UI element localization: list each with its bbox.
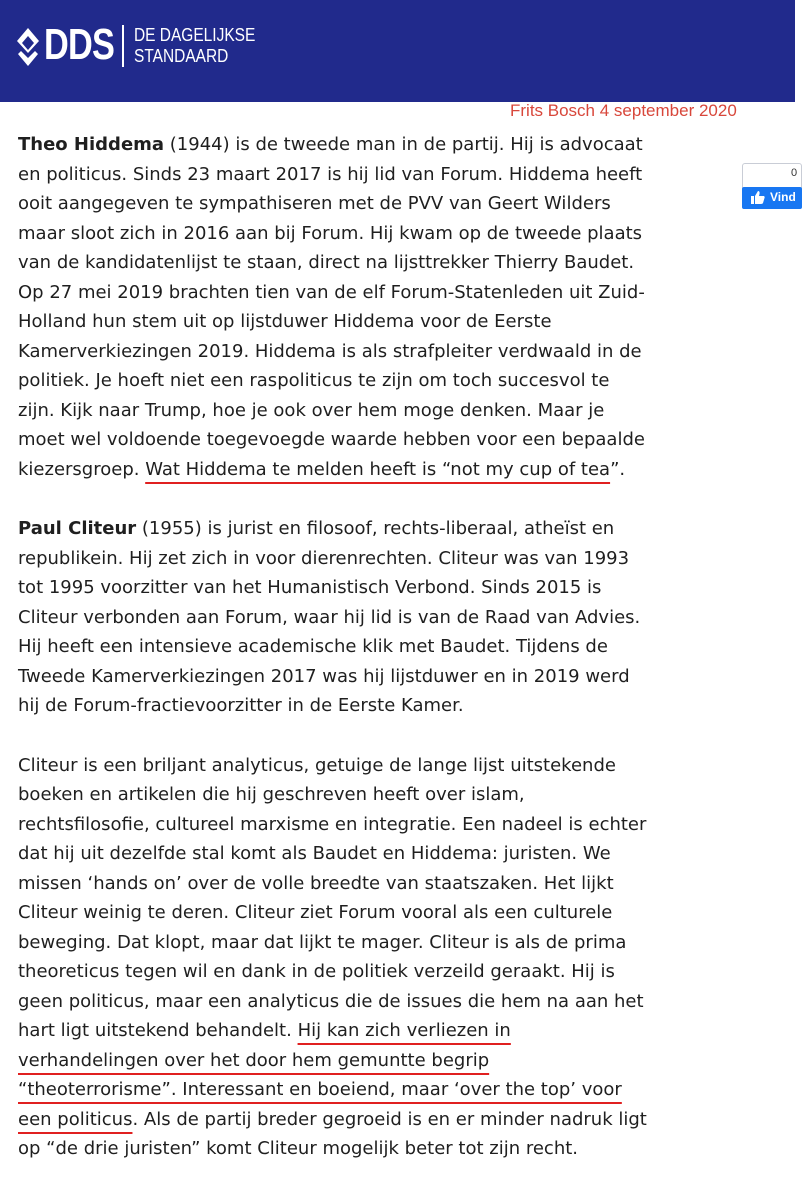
underlined-text: Wat Hiddema te melden heeft is “not my cup of tea [145,458,611,480]
logo-subtitle [134,25,255,67]
logo-subtitle-line2: STANDAARD [134,46,229,66]
logo-subtitle-line1: DE DAGELIJKSE [134,25,256,45]
logo-flame-icon[interactable] [15,27,41,67]
paragraph-text: Cliteur is een briljant analyticus, getuige de lange lijst uitstekende boeken en artikelen die hij geschreven heeft over islam, rechtsfilosofie, cultureel marxisme en integratie. Een nadeel is echter dat hij uit dezelfde stal komt als Baudet en Hiddema: juristen. We missen ‘hands on’ over de volle breedte van staatszaken. Het lijkt Cliteur weinig te deren. Cliteur ziet Forum vooral als een culturele beweging. Dat klopt, maar dat lijkt te mager. Cliteur is als de prima theoreticus tegen wil en dank in de politiek verzeild geraakt. Hij is geen politicus, maar een analyticus die de issues die hem na aan het hart ligt uitstekend behandelt. [18,754,647,1041]
logo-divider [122,25,124,67]
paragraph-text-end: ”. [610,458,626,480]
paragraph-text: (1955) is jurist en filosoof, rechts-liberaal, atheïst en republikein. Hij zet zich in voor dierenrechten. Cliteur was van 1993 tot 1995 voorzitter van het Humanistisch Verbond. Sinds 2015 is Cliteur verbonden aan Forum, waar hij lid is van de Raad van Advies. Hij heeft een intensieve academische klik met Baudet. Tijdens de Tweede Kamerverkiezingen 2017 was hij lijstduwer en in 2019 werd hij de Forum-fractievoorzitter in de Eerste Kamer. [18,518,641,716]
person-name: Paul Cliteur [18,518,137,539]
thumbs-up-icon [751,191,765,204]
article-body [18,130,648,1194]
site-header [0,0,795,102]
like-button-label: Vind [770,190,796,204]
paragraph-text: (1944) is de tweede man in de partij. Hij is advocaat en politicus. Sinds 23 maart 2017 is hij lid van Forum. Hiddema heeft ooit aangegeven te sympathiseren met de PVV van Geert Wilders maar sloot zich in 2016 aan bij Forum. Hij kwam op de tweede plaats van de kandidatenlijst te staan, direct na lijsttrekker Thierry Baudet. Op 27 mei 2019 brachten tien van de elf Forum-Statenleden uit Zuid-Holland hun stem uit op lijstduwer Hiddema voor de Eerste Kamerverkiezingen 2019. Hiddema is als strafpleiter verdwaald in de politiek. Je hoeft niet een raspoliticus te zijn om toch succesvol te zijn. Kijk naar Trump, hoe je ook over hem moge denken. Maar je moet wel voldoende toegevoegde waarde hebben voor een bepaalde kiezersgroep. [18,134,645,480]
paragraph-cliteur [18,514,648,721]
person-name: Theo Hiddema [18,134,165,155]
underlined-text: Hij kan zich verliezen in verhandelingen over het door hem gemuntte begrip “theoterrorisme”. Interessant en boeiend, maar ‘over the top’ voor een politicus [18,1020,622,1130]
paragraph-text-end: . Als de partij breder gegroeid is en er minder nadruk ligt op “de drie juristen” komt Cliteur mogelijk beter tot zijn recht. [18,1108,647,1159]
logo-text[interactable]: DDS [44,20,115,69]
paragraph-hiddema [18,130,648,484]
like-count: 0 [791,167,798,179]
facebook-like-button[interactable] [742,187,802,209]
paragraph-cliteur-analysis [18,751,648,1164]
author-date-byline: Frits Bosch 4 september 2020 [510,101,737,120]
